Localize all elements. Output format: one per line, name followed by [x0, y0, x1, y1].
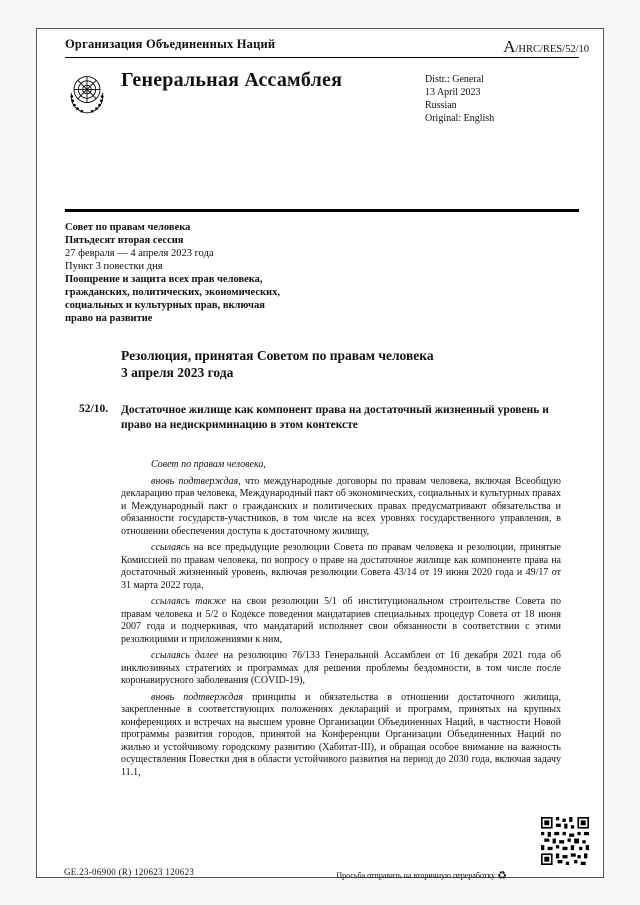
original-line: Original: English [425, 113, 495, 124]
paragraph-text: на все предыдущие резолюции Совета по правам человека и резолюции, принятые Комиссией по правам человека, по вопросу о праве на достаточное жилище как компоненте права на достаточный жизненный уровень, включая резолюции Совета 43/14 от 19 июня 2020 года и 49/17 от 31 марта 2022 года, [121, 542, 561, 591]
body-paragraph [121, 596, 561, 646]
distribution-block [425, 73, 494, 125]
ge-number: GE.23-06900 (R) 120623 120623 [64, 867, 195, 877]
session-dates: 27 февраля — 4 апреля 2023 года [65, 248, 214, 259]
paragraph-text: на резолюцию 76/133 Генеральной Ассамблеи от 16 декабря 2021 года об инклюзивных стратегиях и программах для решения проблемы бездомности, в том числе после коронавирусного заболевания (COVID-19), [121, 650, 561, 686]
recycle-icon: ♻ [497, 870, 507, 882]
doc-symbol-prefix: A [503, 37, 516, 56]
distr-line: Distr.: General [425, 74, 484, 85]
body-paragraph [121, 476, 561, 539]
date-line: 13 April 2023 [425, 87, 481, 98]
session-block [65, 221, 283, 325]
recycle-note [336, 869, 507, 882]
recycle-note-text: Просьба отправить на вторичную переработку [336, 871, 496, 880]
agenda-item: Пункт 3 повестки дня [65, 261, 163, 272]
paragraph-text: принципы и обязательства в отношении достаточного жилища, закрепленные в соответствующих положениях деклараций и программ, принятых на крупных конференциях и встречах на высшем уровне Организации Объединенных Наций, в частности Новой программы развития городов, принятой на Конференции Организации Объединенных Наций по жилью и устойчивому городскому развитию (Хабитат-III), и обращая особое внимание на важность осуществления Повестки дня в области устойчивого развития на период до 2030 года, включая задачу 11.1, [121, 691, 561, 778]
un-emblem-icon [61, 67, 113, 119]
resolution-heading [121, 347, 511, 381]
org-name: Организация Объединенных Наций [65, 37, 276, 51]
paragraph-lead: ссылаясь [151, 542, 190, 553]
resolution-heading-line2: 3 апреля 2023 года [121, 365, 234, 380]
body-paragraph [121, 650, 561, 688]
paragraph-lead: ссылаясь далее [151, 650, 219, 661]
paragraph-text: , что международные договоры по правам человека, включая Всеобщую декларацию прав человека, Международный пакт об экономических, социальных и культурных правах и Международный пакт о гражданских и политических правах предусматривают обязательства и обязанности государств-участников, в том числе на всех уровнях государственного управления, в отношении обеспечения доступа к достаточному жилищу, [121, 475, 561, 537]
assembly-title: Генеральная Ассамблея [121, 69, 343, 91]
paragraph-lead: вновь подтверждая [151, 475, 239, 487]
header-rule [65, 57, 579, 58]
paragraph-text: на свои резолюции 5/1 об институциональном строительстве Совета по правам человека и 5/2 о Кодексе поведения мандатариев специальных процедур Совета от 18 июня 2007 года и подчеркивая, что мандатарий исполняет свои обязанности в соответствии с этими резолюциями и приложениями к ним, [121, 596, 561, 645]
resolution-title: Достаточное жилище как компонент права на достаточный жизненный уровень и право на недискриминацию в этом контексте [121, 404, 549, 431]
resolution-heading-line1: Резолюция, принятая Советом по правам человека [121, 348, 434, 363]
paragraph-lead: вновь подтверждая [151, 691, 243, 703]
resolution-body [121, 459, 561, 783]
body-paragraph [121, 692, 561, 780]
session-number: Пятьдесят вторая сессия [65, 235, 184, 246]
paragraph-lead: ссылаясь также [151, 596, 226, 607]
body-opening: Совет по правам человека, [151, 459, 266, 470]
body-paragraph [121, 542, 561, 592]
language-line: Russian [425, 100, 457, 111]
section-divider [65, 209, 579, 212]
doc-symbol-suffix: /HRC/RES/52/10 [515, 44, 589, 55]
document-page [36, 28, 604, 882]
qr-code [541, 817, 589, 865]
doc-symbol [503, 37, 589, 57]
agenda-title: Поощрение и защита всех прав человека, гражданских, политических, экономических, социальных и культурных прав, включая право на развитие [65, 274, 280, 324]
council-name: Совет по правам человека [65, 222, 191, 233]
resolution-number: 52/10. [79, 403, 109, 415]
